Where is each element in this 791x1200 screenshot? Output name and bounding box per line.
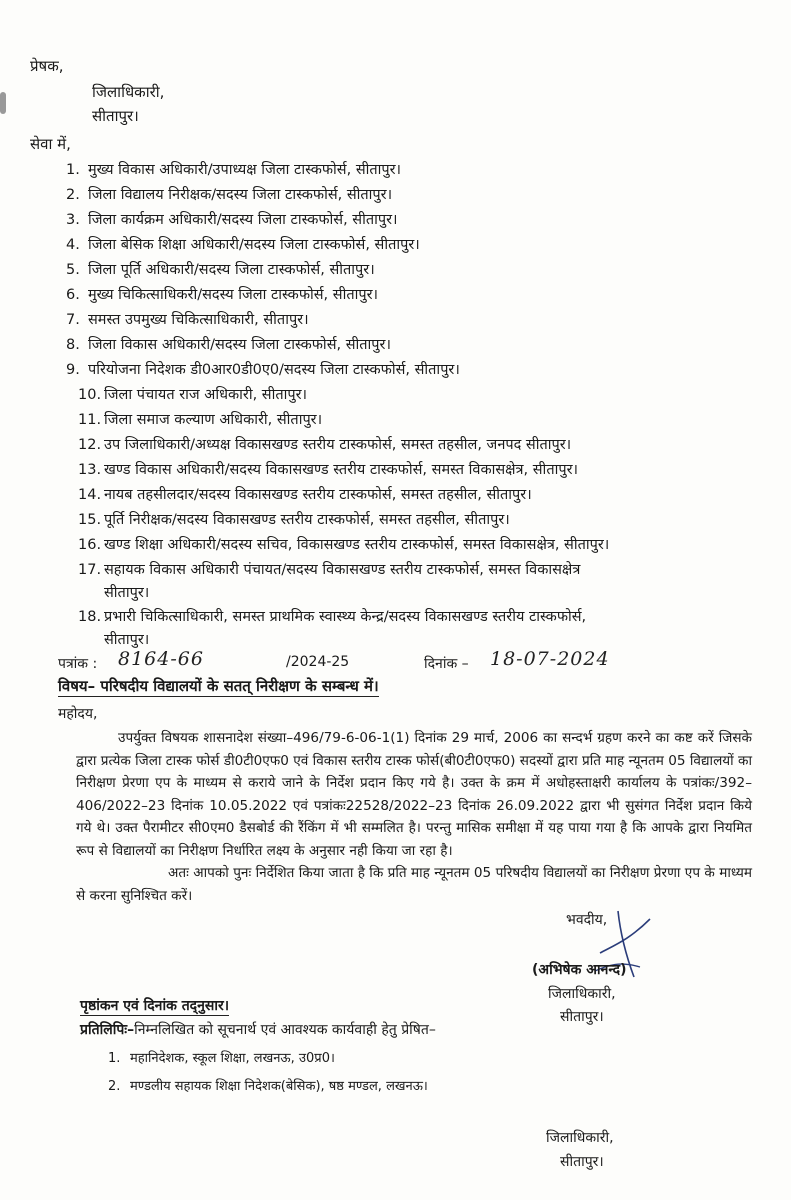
scan-edge-mark — [0, 92, 6, 114]
copy-line: प्रतिलिपिः–निम्नलिखित को सूचनार्थ एवं आवश्यक कार्यवाही हेतु प्रेषित– — [80, 1022, 436, 1038]
signatory-place: सीतापुर। — [560, 1009, 604, 1025]
recipient-item: 6. मुख्य चिकित्साधिकरी/सदस्य जिला टास्कफोर्स, सीतापुर। — [66, 287, 379, 303]
footer-designation: जिलाधिकारी, — [546, 1130, 614, 1146]
recipient-item-continuation: सीतापुर। — [104, 632, 150, 648]
recipient-item: 13. खण्ड विकास अधिकारी/सदस्य विकासखण्ड स्तरीय टास्कफोर्स, समस्त विकासक्षेत्र, सीतापुर। — [78, 462, 578, 478]
letter-body — [76, 727, 752, 907]
salutation: महोदय, — [58, 706, 98, 722]
recipient-item: 8. जिला विकास अधिकारी/सदस्य जिला टास्कफोर्स, सीतापुर। — [66, 337, 391, 353]
recipient-item-continuation: सीतापुर। — [104, 585, 150, 601]
recipient-item: 5. जिला पूर्ति अधिकारी/सदस्य जिला टास्कफोर्स, सीतापुर। — [66, 262, 375, 278]
letter-date: 18-07-2024 — [490, 648, 610, 670]
closing: भवदीय, — [566, 912, 608, 928]
subject-line: विषय– परिषदीय विद्यालयों के सतत् निरीक्षण के सम्बन्ध में। — [58, 677, 379, 695]
reference-number: 8164-66 — [118, 648, 204, 670]
recipient-item: 16. खण्ड शिक्षा अधिकारी/सदस्य सचिव, विकासखण्ड स्तरीय टास्कफोर्स, समस्त विकासक्षेत्र, सीतापुर। — [78, 537, 610, 553]
reference-label: पत्रांक : — [58, 656, 98, 672]
sender-designation: जिलाधिकारी, — [92, 83, 165, 101]
date-label: दिनांक – — [424, 656, 469, 672]
recipient-item: 11. जिला समाज कल्याण अधिकारी, सीतापुर। — [78, 412, 323, 428]
recipient-item: 2. जिला विद्यालय निरीक्षक/सदस्य जिला टास्कफोर्स, सीतापुर। — [66, 187, 393, 203]
sender-label: प्रेषक, — [30, 57, 64, 75]
recipient-item: 1. मुख्य विकास अधिकारी/उपाध्यक्ष जिला टास्कफोर्स, सीतापुर। — [66, 162, 402, 178]
recipient-item: 7. समस्त उपमुख्य चिकित्साधिकारी, सीतापुर। — [66, 312, 309, 328]
recipient-item: 9. परियोजना निदेशक डी0आर0डी0ए0/सदस्य जिला टास्कफोर्स, सीतापुर। — [66, 362, 460, 378]
recipient-item: 17. सहायक विकास अधिकारी पंचायत/सदस्य विकासखण्ड स्तरीय टास्कफोर्स, समस्त विकासक्षेत्र — [78, 562, 581, 578]
sender-place: सीतापुर। — [92, 107, 139, 125]
reference-year: /2024-25 — [286, 654, 350, 670]
recipient-item: 10. जिला पंचायत राज अधिकारी, सीतापुर। — [78, 387, 308, 403]
footer-place: सीतापुर। — [560, 1154, 604, 1170]
signatory-name: (अभिषेक आनन्द) — [532, 962, 627, 978]
recipient-item: 18. प्रभारी चिकित्साधिकारी, समस्त प्राथमिक स्वास्थ्य केन्द्र/सदस्य विकासखण्ड स्तरीय टास्कफोर्स, — [78, 609, 587, 625]
copy-item: 2. मण्डलीय सहायक शिक्षा निदेशक(बेसिक), षष्ठ मण्डल, लखनऊ। — [108, 1079, 428, 1094]
recipient-item: 12. उप जिलाधिकारी/अध्यक्ष विकासखण्ड स्तरीय टास्कफोर्स, समस्त तहसील, जनपद सीतापुर। — [78, 437, 572, 453]
signatory-designation: जिलाधिकारी, — [548, 986, 616, 1002]
recipient-item: 4. जिला बेसिक शिक्षा अधिकारी/सदस्य जिला टास्कफोर्स, सीतापुर। — [66, 237, 420, 253]
to-label: सेवा में, — [30, 135, 71, 153]
recipient-item: 14. नायब तहसीलदार/सदस्य विकासखण्ड स्तरीय टास्कफोर्स, समस्त तहसील, सीतापुर। — [78, 487, 532, 503]
body-paragraph: अतः आपको पुनः निर्देशित किया जाता है कि प्रति माह न्यूनतम 05 परिषदीय विद्यालयों का निरीक्षण प्रेरणा एप के माध्यम से करना सुनिश्चित करें। — [76, 865, 752, 904]
recipient-item: 15. पूर्ति निरीक्षक/सदस्य विकासखण्ड स्तरीय टास्कफोर्स, समस्त तहसील, सीतापुर। — [78, 512, 510, 528]
body-paragraph: उपर्युक्त विषयक शासनादेश संख्या–496/79-6-06-1(1) दिनांक 29 मार्च, 2006 का सन्दर्भ ग्रहण करने का कष्ट करें जिसके द्वारा प्रत्येक जिला टास्क फोर्स डी0टी0एफ0 एवं विकास स्तरीय टास्क फोर्स(बी0टी0एफ0) सदस्यों द्वारा प्रति माह न्यूनतम 05 विद्यालयों का निरीक्षण प्रेरणा एप के माध्यम से कराये जाने के निर्देश प्रदान किए गये है। उक्त के क्रम में अधोहस्ताक्षरी कार्यालय के पत्रांकः/392–406/2022–23 दिनांक 10.05.2022 एवं पत्रांकः22528/2022–23 दिनांक 26.09.2022 द्वारा भी सुसंगत निर्देश प्रदान किये गये थे। उक्त पैरामीटर सी0एम0 डैसबोर्ड की रैंकिंग में भी सम्मलित है। परन्तु मासिक समीक्षा में यह पाया गया है कि आपके द्वारा नियमित रूप से विद्यालयों का निरीक्षण निर्धारित लक्ष्य के अनुसार नही किया जा रहा है। — [76, 730, 752, 859]
copy-item: 1. महानिदेशक, स्कूल शिक्षा, लखनऊ, उ0प्र0। — [108, 1051, 335, 1066]
recipient-item: 3. जिला कार्यक्रम अधिकारी/सदस्य जिला टास्कफोर्स, सीतापुर। — [66, 212, 398, 228]
endorsement-heading: पृष्ठांकन एवं दिनांक तद्नुसार। — [80, 998, 230, 1014]
